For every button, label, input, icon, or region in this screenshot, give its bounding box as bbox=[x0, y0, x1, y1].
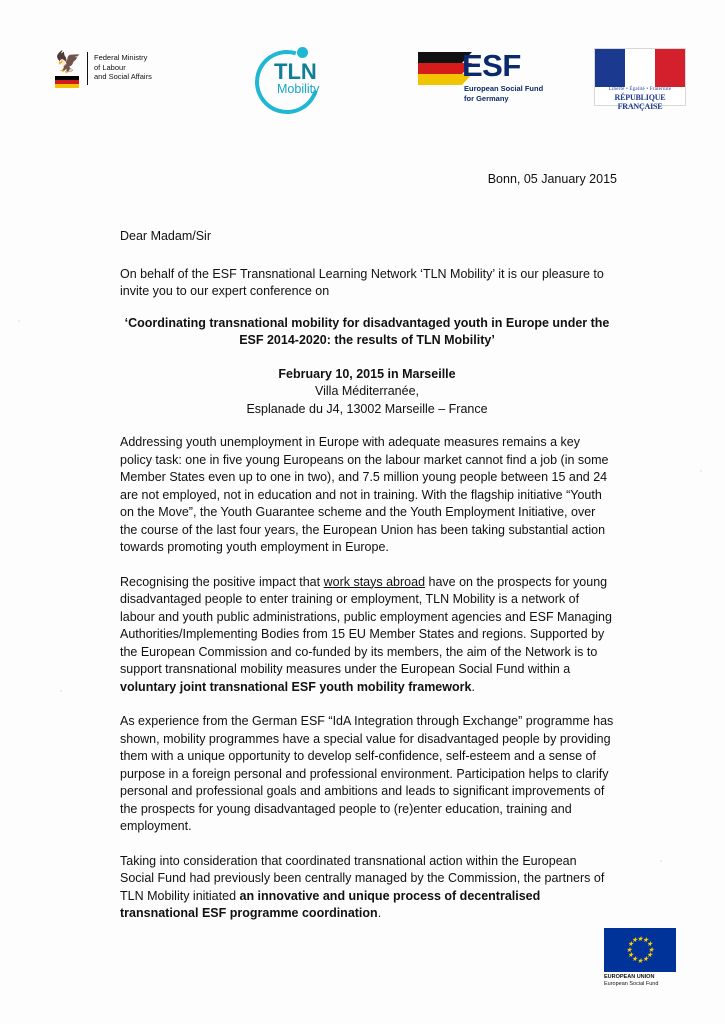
tln-dot-icon bbox=[297, 47, 308, 58]
event-date: February 10, 2015 in Marseille bbox=[278, 366, 456, 381]
ministry-name bbox=[87, 52, 152, 85]
dateline: Bonn, 05 January 2015 bbox=[487, 172, 617, 186]
tln-subtitle: Mobility bbox=[277, 82, 320, 96]
letterhead-logos bbox=[0, 44, 725, 114]
tln-wordmark: TLN bbox=[274, 59, 317, 84]
french-motto: Liberté • Égalité • Fraternité bbox=[608, 87, 672, 92]
eu-star: ★ bbox=[642, 936, 649, 944]
ministry-line-3: and Social Affairs bbox=[94, 72, 152, 81]
eu-star: ★ bbox=[642, 956, 649, 964]
paragraph-4-bold: an innovative and unique process of decentralised transnational ESF programme coordination bbox=[120, 888, 541, 920]
paragraph-4-part-c: . bbox=[377, 906, 382, 920]
eu-footer bbox=[604, 928, 676, 987]
eu-caption-line-1: EUROPEAN UNION bbox=[604, 974, 655, 980]
letter-body bbox=[120, 228, 614, 940]
conference-title bbox=[120, 315, 614, 350]
ministry-line-2: of Labour bbox=[94, 62, 126, 72]
event-address: Esplanade du J4, 13002 Marseille – France bbox=[246, 401, 488, 416]
conference-title-line-2: ESF 2014-2020: the results of TLN Mobility’ bbox=[239, 333, 495, 347]
esf-subtitle bbox=[464, 84, 543, 103]
esf-subtitle-line-1: European Social Fund bbox=[464, 84, 544, 93]
invitation-intro: On behalf of the ESF Transnational Learning Network ‘TLN Mobility’ it is our pleasure to invite you to our expert conference on bbox=[120, 266, 604, 298]
esf-logo bbox=[418, 50, 568, 112]
esf-wordmark: ESF bbox=[462, 48, 521, 83]
tln-mobility-logo bbox=[255, 46, 360, 110]
eu-star: ★ bbox=[631, 956, 638, 964]
paragraph-2 bbox=[120, 574, 614, 697]
eu-star: ★ bbox=[647, 946, 655, 954]
federal-ministry-logo bbox=[55, 52, 152, 85]
scan-speck bbox=[660, 860, 662, 862]
eu-flag-icon bbox=[604, 928, 676, 972]
salutation: Dear Madam/Sir bbox=[120, 229, 211, 243]
eu-star: ★ bbox=[646, 952, 653, 959]
scan-speck bbox=[700, 470, 702, 472]
eu-star: ★ bbox=[625, 946, 633, 954]
conference-title-line-1: ‘Coordinating transnational mobility for disadvantaged youth in Europe under the bbox=[124, 315, 610, 330]
eu-star: ★ bbox=[631, 936, 638, 944]
paragraph-1: Addressing youth unemployment in Europe with adequate measures remains a key policy task: one in five young Europeans on the labour market cannot find a job (in some Member States even up to one in two), and 7.5 million young people between 15 and 24 are not employed, not in education and not in training. With the flagship initiative “Youth on the Move”, the Youth Guarantee scheme and the Youth Employment Initiative, over the course of the last four years, the European Union has been taking substantial action towards promoting youth employment in Europe. bbox=[120, 435, 609, 554]
german-eagle-icon bbox=[55, 52, 81, 82]
paragraph-2-underlined: work stays abroad bbox=[323, 574, 426, 589]
german-flag-icon bbox=[55, 76, 79, 88]
esf-chevron-icon bbox=[418, 50, 464, 86]
marianne-icon: ▲ bbox=[628, 54, 654, 82]
eu-star: ★ bbox=[627, 941, 634, 948]
paragraph-4 bbox=[120, 853, 614, 923]
paragraph-4-part-a: Taking into consideration that coordinated transnational action within the European Social Fund had previously been centrally managed by the Commission, the partners of TLN Mobility initiated bbox=[120, 853, 605, 903]
eagle-glyph: 🦅 bbox=[55, 51, 82, 74]
event-details bbox=[120, 366, 614, 419]
eu-stars bbox=[625, 935, 655, 965]
ministry-line-1: Federal Ministry bbox=[94, 53, 148, 62]
paragraph-2-bold: voluntary joint transnational ESF youth mobility framework bbox=[120, 679, 472, 694]
paragraph-2-part-c: . bbox=[471, 679, 475, 694]
eu-star: ★ bbox=[627, 952, 634, 959]
eu-star: ★ bbox=[636, 935, 644, 943]
scan-speck bbox=[60, 690, 62, 692]
esf-subtitle-line-2: for Germany bbox=[464, 93, 509, 103]
event-venue: Villa Méditerranée, bbox=[315, 384, 419, 398]
paragraph-2-part-a: Recognising the positive impact that bbox=[120, 574, 324, 589]
republique-francaise-logo bbox=[594, 48, 686, 111]
paragraph-3: As experience from the German ESF “IdA Integration through Exchange” programme has shown, mobility programmes have a special value for disadvantaged people by providing them with a unique opportunity to develop self-confidence, self-esteem and a sense of purpose in a foreign personal and professional environment. Participation helps to clarify personal and professional goals and ambitions and leads to significant improvements of the prospects for young disadvantaged people to (re)enter education, training and employment. bbox=[120, 714, 614, 833]
eu-star: ★ bbox=[636, 957, 644, 965]
eu-star: ★ bbox=[646, 941, 653, 948]
paragraph-2-part-b: have on the prospects for young disadvantaged people to enter training or employment, TLN Mobility is a network of labour and youth public administrations, public employment agencies and ESF Managing Authorities/Implementing Bodies from 15 EU Member States and regions. Supported by the European Commission and co-funded by its members, the aim of the Network is to support transnational mobility measures under the European Social Fund within a bbox=[120, 574, 612, 676]
eu-caption bbox=[604, 974, 676, 987]
eu-caption-line-2: European Social Fund bbox=[604, 980, 659, 987]
scan-speck bbox=[18, 320, 20, 322]
french-republic-name: RÉPUBLIQUE FRANÇAISE bbox=[614, 93, 666, 111]
